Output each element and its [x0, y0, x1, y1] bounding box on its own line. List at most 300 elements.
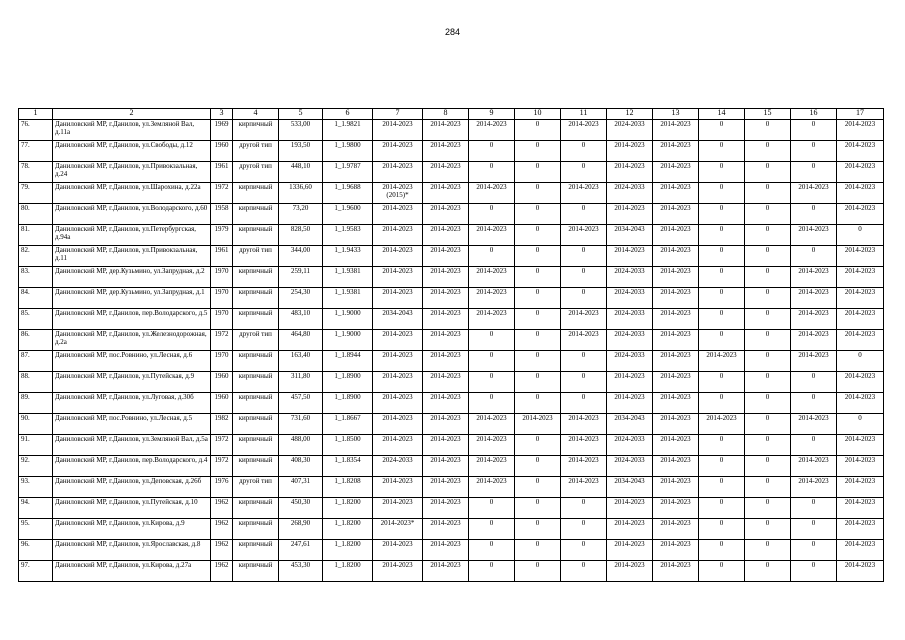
table-cell: 453,30: [279, 561, 323, 582]
table-cell: 2024-2033: [607, 120, 653, 141]
table-cell: 0: [515, 246, 561, 267]
table-cell: 0: [469, 498, 515, 519]
table-cell: 0: [791, 498, 837, 519]
table-cell: 97.: [19, 561, 53, 582]
table-cell: 85.: [19, 309, 53, 330]
table-cell: 0: [699, 498, 745, 519]
table-cell: 1_1.9381: [323, 267, 373, 288]
table-cell: 2014-2023: [423, 540, 469, 561]
table-cell: 2014-2023: [373, 477, 423, 498]
table-cell: кирпичный: [233, 393, 279, 414]
table-cell: 2014-2023: [607, 561, 653, 582]
table-cell: 2014-2023: [469, 309, 515, 330]
table-cell: 254,30: [279, 288, 323, 309]
table-cell: 0: [699, 120, 745, 141]
table-cell: 1_1.9000: [323, 330, 373, 351]
table-cell: кирпичный: [233, 351, 279, 372]
table-cell: 2014-2023: [791, 288, 837, 309]
table-cell: 2014-2023: [373, 414, 423, 435]
page-number: 284: [444, 27, 461, 37]
table-cell: кирпичный: [233, 309, 279, 330]
table-row: [19, 372, 884, 393]
table-cell: 0: [515, 267, 561, 288]
table-cell: 2024-2033: [607, 267, 653, 288]
table-cell: 0: [699, 246, 745, 267]
table-cell: 0: [469, 141, 515, 162]
table-cell: 2014-2023: [561, 225, 607, 246]
table-cell: Даниловский МР, г.Данилов, ул.Шарохина, д.22а: [53, 183, 211, 204]
table-cell: 1970: [211, 351, 233, 372]
table-cell: 88.: [19, 372, 53, 393]
table-row: [19, 540, 884, 561]
table-cell: 2014-2023: [837, 162, 884, 183]
table-cell: 2014-2023: [423, 330, 469, 351]
table-cell: 2024-2033: [607, 309, 653, 330]
table-cell: 2014-2023: [653, 540, 699, 561]
table-cell: кирпичный: [233, 225, 279, 246]
table-cell: 2014-2023: [373, 330, 423, 351]
table-cell: 0: [515, 372, 561, 393]
table-cell: 0: [699, 309, 745, 330]
table-row: [19, 204, 884, 225]
table-cell: 0: [745, 393, 791, 414]
table-cell: 1_1.9000: [323, 309, 373, 330]
table-cell: 0: [699, 288, 745, 309]
table-cell: 2014-2023: [837, 435, 884, 456]
table-cell: 2014-2023: [653, 519, 699, 540]
column-header: 14: [699, 109, 745, 120]
table-cell: 2014-2023: [423, 351, 469, 372]
column-header: 4: [233, 109, 279, 120]
table-cell: 0: [791, 393, 837, 414]
table-cell: 2024-2033: [607, 183, 653, 204]
table-cell: 0: [745, 204, 791, 225]
table-cell: 2014-2023: [561, 414, 607, 435]
table-cell: Даниловский МР, пос.Ровнино, ул.Лесная, д.5: [53, 414, 211, 435]
table-cell: 0: [745, 477, 791, 498]
table-cell: 0: [561, 162, 607, 183]
table-cell: 0: [699, 435, 745, 456]
table-cell: Даниловский МР, г.Данилов, ул.Путейская, д.9: [53, 372, 211, 393]
table-cell: другой тип: [233, 246, 279, 267]
column-header: 9: [469, 109, 515, 120]
table-cell: 0: [515, 204, 561, 225]
table-cell: 408,30: [279, 456, 323, 477]
table-cell: 1_1.8900: [323, 393, 373, 414]
table-cell: 0: [469, 519, 515, 540]
table-cell: 0: [515, 330, 561, 351]
table-cell: 0: [515, 162, 561, 183]
table-cell: 0: [745, 351, 791, 372]
table-cell: 2014-2023: [653, 414, 699, 435]
table-cell: 0: [745, 183, 791, 204]
table-cell: 0: [699, 540, 745, 561]
table-cell: 2014-2023: [653, 456, 699, 477]
table-cell: 2014-2023: [423, 183, 469, 204]
table-cell: 2014-2023: [423, 309, 469, 330]
table-cell: 0: [791, 141, 837, 162]
table-cell: Даниловский МР, г.Данилов, ул.Земляной Вал, д.11а: [53, 120, 211, 141]
table-cell: 0: [561, 288, 607, 309]
table-cell: 89.: [19, 393, 53, 414]
table-cell: 2014-2023: [791, 225, 837, 246]
table-cell: Даниловский МР, г.Данилов, пер.Володарского, д.4: [53, 456, 211, 477]
table-cell: 2014-2023: [373, 141, 423, 162]
table-cell: кирпичный: [233, 372, 279, 393]
table-cell: 2014-2023: [423, 372, 469, 393]
table-cell: 1970: [211, 309, 233, 330]
table-cell: 1970: [211, 267, 233, 288]
table-cell: 2014-2023: [837, 204, 884, 225]
table-cell: 0: [515, 288, 561, 309]
table-cell: 2014-2023: [837, 498, 884, 519]
table-cell: 2014-2023: [373, 204, 423, 225]
table-cell: 90.: [19, 414, 53, 435]
table-cell: 1_1.9433: [323, 246, 373, 267]
table-cell: 731,60: [279, 414, 323, 435]
table-cell: 0: [745, 561, 791, 582]
table-cell: 0: [791, 540, 837, 561]
table-cell: 2014-2023 (2015)*: [373, 183, 423, 204]
table-cell: 0: [745, 288, 791, 309]
table-cell: кирпичный: [233, 561, 279, 582]
table-cell: 96.: [19, 540, 53, 561]
table-cell: 0: [699, 477, 745, 498]
table-cell: 407,31: [279, 477, 323, 498]
table-cell: 0: [699, 267, 745, 288]
table-cell: 2014-2023: [837, 456, 884, 477]
column-header: 2: [53, 109, 211, 120]
table-cell: 1_1.8900: [323, 372, 373, 393]
table-cell: 0: [745, 141, 791, 162]
table-cell: 2024-2033: [607, 456, 653, 477]
table-cell: 0: [745, 519, 791, 540]
table-cell: 2014-2023: [469, 288, 515, 309]
table-cell: 0: [515, 561, 561, 582]
table-cell: 2014-2023: [653, 246, 699, 267]
table-cell: кирпичный: [233, 288, 279, 309]
table-cell: 1_1.9688: [323, 183, 373, 204]
table-row: [19, 498, 884, 519]
table-cell: 83.: [19, 267, 53, 288]
table-cell: 0: [745, 372, 791, 393]
table-cell: 0: [745, 309, 791, 330]
table-cell: 93.: [19, 477, 53, 498]
table-cell: кирпичный: [233, 519, 279, 540]
table-cell: 2014-2023: [607, 393, 653, 414]
table-cell: 2014-2023: [469, 477, 515, 498]
table-cell: 0: [699, 162, 745, 183]
table-cell: 2014-2023: [653, 498, 699, 519]
table-cell: 0: [745, 435, 791, 456]
table-cell: 1972: [211, 183, 233, 204]
table-row: [19, 393, 884, 414]
table-cell: кирпичный: [233, 435, 279, 456]
table-cell: 0: [699, 183, 745, 204]
table-cell: 1_1.8208: [323, 477, 373, 498]
table-cell: 0: [699, 456, 745, 477]
table-cell: 2014-2023: [791, 456, 837, 477]
table-cell: 533,00: [279, 120, 323, 141]
table-row: [19, 183, 884, 204]
table-cell: 2014-2023: [423, 435, 469, 456]
table-cell: 2014-2023: [837, 540, 884, 561]
table-cell: 0: [699, 141, 745, 162]
table-cell: 2014-2023: [373, 162, 423, 183]
table-row: [19, 561, 884, 582]
table-cell: Даниловский МР, г.Данилов, ул.Петербургская, д.94а: [53, 225, 211, 246]
table-cell: 1969: [211, 120, 233, 141]
table-cell: 1970: [211, 288, 233, 309]
table-cell: 0: [561, 393, 607, 414]
table-cell: 2014-2023: [653, 477, 699, 498]
table-cell: 0: [745, 330, 791, 351]
table-cell: 2014-2023: [791, 330, 837, 351]
table-cell: 0: [469, 246, 515, 267]
table-cell: 2014-2023: [791, 414, 837, 435]
table-cell: 2014-2023: [373, 561, 423, 582]
table-cell: 2014-2023: [607, 204, 653, 225]
table-cell: 0: [745, 414, 791, 435]
table-cell: кирпичный: [233, 183, 279, 204]
table-cell: 2014-2023: [837, 183, 884, 204]
table-cell: 2014-2023: [837, 141, 884, 162]
table-cell: 0: [791, 162, 837, 183]
table-cell: 2014-2023: [423, 267, 469, 288]
table-cell: 1_1.8200: [323, 519, 373, 540]
table-cell: 1962: [211, 498, 233, 519]
table-cell: 0: [515, 183, 561, 204]
register-table: [18, 108, 884, 582]
table-cell: 2014-2023: [373, 393, 423, 414]
column-header: 5: [279, 109, 323, 120]
table-cell: 2014-2023: [423, 246, 469, 267]
table-cell: Даниловский МР, г.Данилов, ул.Путейская, д.10: [53, 498, 211, 519]
table-cell: 311,80: [279, 372, 323, 393]
table-cell: 0: [699, 393, 745, 414]
table-cell: Даниловский МР, г.Данилов, ул.Ярославская, д.8: [53, 540, 211, 561]
table-cell: 2024-2033: [607, 435, 653, 456]
table-cell: 2014-2023: [653, 204, 699, 225]
table-cell: 2024-2033: [373, 456, 423, 477]
table-cell: 1972: [211, 435, 233, 456]
table-cell: 2014-2023: [423, 456, 469, 477]
table-cell: 1962: [211, 519, 233, 540]
table-cell: 0: [699, 330, 745, 351]
table-cell: 2014-2023: [423, 141, 469, 162]
table-cell: 193,50: [279, 141, 323, 162]
table-cell: 2014-2023: [653, 330, 699, 351]
table-row: [19, 330, 884, 351]
table-cell: 2014-2023: [423, 477, 469, 498]
table-cell: 1336,60: [279, 183, 323, 204]
table-cell: 2014-2023: [791, 267, 837, 288]
table-cell: 457,50: [279, 393, 323, 414]
table-cell: 2014-2023: [791, 477, 837, 498]
table-cell: Даниловский МР, г.Данилов, ул.Свободы, д.12: [53, 141, 211, 162]
table-cell: 2014-2023: [653, 120, 699, 141]
table-cell: Даниловский МР, г.Данилов, ул.Земляной Вал, д.5а: [53, 435, 211, 456]
table-cell: Даниловский МР, г.Данилов, ул.Привокзальная, д.24: [53, 162, 211, 183]
table-cell: Даниловский МР, г.Данилов, ул.Железнодорожная, д.2а: [53, 330, 211, 351]
table-cell: 0: [515, 519, 561, 540]
table-cell: 2014-2023: [561, 120, 607, 141]
table-cell: 1_1.8200: [323, 540, 373, 561]
column-header: 1: [19, 109, 53, 120]
table-cell: 0: [561, 267, 607, 288]
table-row: [19, 288, 884, 309]
table-cell: 1_1.8944: [323, 351, 373, 372]
table-cell: Даниловский МР, г.Данилов, ул.Луговая, д.30б: [53, 393, 211, 414]
table-cell: 0: [745, 540, 791, 561]
table-cell: 1958: [211, 204, 233, 225]
table-cell: 86.: [19, 330, 53, 351]
table-cell: 0: [699, 372, 745, 393]
table-cell: 2014-2023: [607, 540, 653, 561]
table-cell: 2014-2023: [423, 225, 469, 246]
table-cell: 2014-2023: [373, 120, 423, 141]
table-cell: 0: [561, 141, 607, 162]
table-cell: 2014-2023: [423, 519, 469, 540]
table-cell: 0: [791, 561, 837, 582]
column-number-header: [19, 109, 884, 120]
column-header: 12: [607, 109, 653, 120]
table-cell: 2014-2023: [373, 288, 423, 309]
table-cell: Даниловский МР, г.Данилов, ул.Кирова, д.27а: [53, 561, 211, 582]
table-row: [19, 456, 884, 477]
table-cell: 1972: [211, 330, 233, 351]
table-cell: 0: [745, 225, 791, 246]
table-cell: 0: [469, 540, 515, 561]
table-cell: 1982: [211, 414, 233, 435]
table-cell: 0: [745, 120, 791, 141]
table-cell: кирпичный: [233, 498, 279, 519]
table-cell: 2014-2023: [699, 351, 745, 372]
table-cell: 2034-2043: [373, 309, 423, 330]
table-cell: кирпичный: [233, 540, 279, 561]
table-cell: Даниловский МР, г.Данилов, ул.Привокзальная, д.11: [53, 246, 211, 267]
table-cell: 2034-2043: [607, 477, 653, 498]
table-cell: Даниловский МР, г.Данилов, ул.Кирова, д.9: [53, 519, 211, 540]
table-cell: 2014-2023: [423, 162, 469, 183]
table-row: [19, 246, 884, 267]
table-cell: 2034-2043: [607, 414, 653, 435]
table-cell: 2014-2023: [423, 204, 469, 225]
table-cell: 1_1.9583: [323, 225, 373, 246]
table-cell: 2014-2023: [373, 435, 423, 456]
table-cell: 0: [745, 162, 791, 183]
table-cell: 2014-2023: [515, 414, 561, 435]
table-cell: 2014-2023: [653, 561, 699, 582]
table-cell: 0: [837, 351, 884, 372]
table-cell: 91.: [19, 435, 53, 456]
table-cell: 95.: [19, 519, 53, 540]
table-row: [19, 309, 884, 330]
table-cell: 2014-2023: [607, 519, 653, 540]
table-cell: 0: [469, 372, 515, 393]
table-cell: другой тип: [233, 162, 279, 183]
table-cell: 2014-2023: [469, 435, 515, 456]
table-cell: 73,20: [279, 204, 323, 225]
table-cell: 828,50: [279, 225, 323, 246]
table-cell: 1_1.9787: [323, 162, 373, 183]
table-cell: 2014-2023: [837, 309, 884, 330]
table-cell: 81.: [19, 225, 53, 246]
table-cell: кирпичный: [233, 120, 279, 141]
table-cell: 80.: [19, 204, 53, 225]
table-cell: 259,11: [279, 267, 323, 288]
table-cell: 2014-2023*: [373, 519, 423, 540]
table-cell: 1960: [211, 393, 233, 414]
table-cell: 0: [791, 372, 837, 393]
table-cell: 2014-2023: [837, 246, 884, 267]
table-cell: 2024-2033: [607, 330, 653, 351]
table-cell: 2014-2023: [791, 309, 837, 330]
table-cell: 0: [791, 246, 837, 267]
table-cell: 483,10: [279, 309, 323, 330]
table-cell: 2014-2023: [837, 519, 884, 540]
table-cell: 2014-2023: [837, 288, 884, 309]
table-cell: 2024-2033: [607, 288, 653, 309]
table-cell: 0: [837, 225, 884, 246]
table-cell: 2014-2023: [423, 288, 469, 309]
table-cell: 0: [515, 351, 561, 372]
table-cell: 2014-2023: [837, 267, 884, 288]
table-cell: 2014-2023: [837, 477, 884, 498]
table-cell: Даниловский МР, г.Данилов, ул.Володарского, д.60: [53, 204, 211, 225]
table-cell: 464,80: [279, 330, 323, 351]
table-cell: 2014-2023: [423, 498, 469, 519]
table-cell: 2014-2023: [653, 393, 699, 414]
table-cell: 2014-2023: [837, 561, 884, 582]
table-cell: 0: [745, 498, 791, 519]
table-cell: 0: [469, 393, 515, 414]
table-cell: 0: [791, 204, 837, 225]
table-cell: 2014-2023: [607, 162, 653, 183]
table-cell: 0: [745, 456, 791, 477]
table-cell: 2014-2023: [837, 120, 884, 141]
table-cell: 0: [469, 204, 515, 225]
table-cell: 1_1.9800: [323, 141, 373, 162]
table-cell: Даниловский МР, пос.Ровнино, ул.Лесная, д.6: [53, 351, 211, 372]
table-cell: 2014-2023: [653, 351, 699, 372]
table-row: [19, 267, 884, 288]
column-header: 15: [745, 109, 791, 120]
table-cell: 2014-2023: [373, 246, 423, 267]
table-cell: 0: [515, 456, 561, 477]
table-cell: 2014-2023: [653, 162, 699, 183]
table-cell: 1972: [211, 456, 233, 477]
table-cell: 2014-2023: [373, 225, 423, 246]
column-header: 13: [653, 109, 699, 120]
table-cell: 1961: [211, 246, 233, 267]
table-cell: кирпичный: [233, 267, 279, 288]
table-cell: Даниловский МР, дер.Кузьмино, ул.Запрудная, д.1: [53, 288, 211, 309]
table-cell: Даниловский МР, г.Данилов, пер.Володарского, д.5: [53, 309, 211, 330]
table-cell: 2014-2023: [837, 330, 884, 351]
table-cell: 2024-2033: [607, 351, 653, 372]
table-cell: другой тип: [233, 477, 279, 498]
table-cell: 2014-2023: [561, 330, 607, 351]
table-cell: 1962: [211, 540, 233, 561]
table-cell: 0: [745, 267, 791, 288]
table-cell: 0: [515, 498, 561, 519]
table-cell: 0: [469, 162, 515, 183]
table-cell: 1_1.8200: [323, 498, 373, 519]
table-cell: 0: [791, 519, 837, 540]
table-body: [19, 120, 884, 582]
table-cell: 0: [699, 204, 745, 225]
